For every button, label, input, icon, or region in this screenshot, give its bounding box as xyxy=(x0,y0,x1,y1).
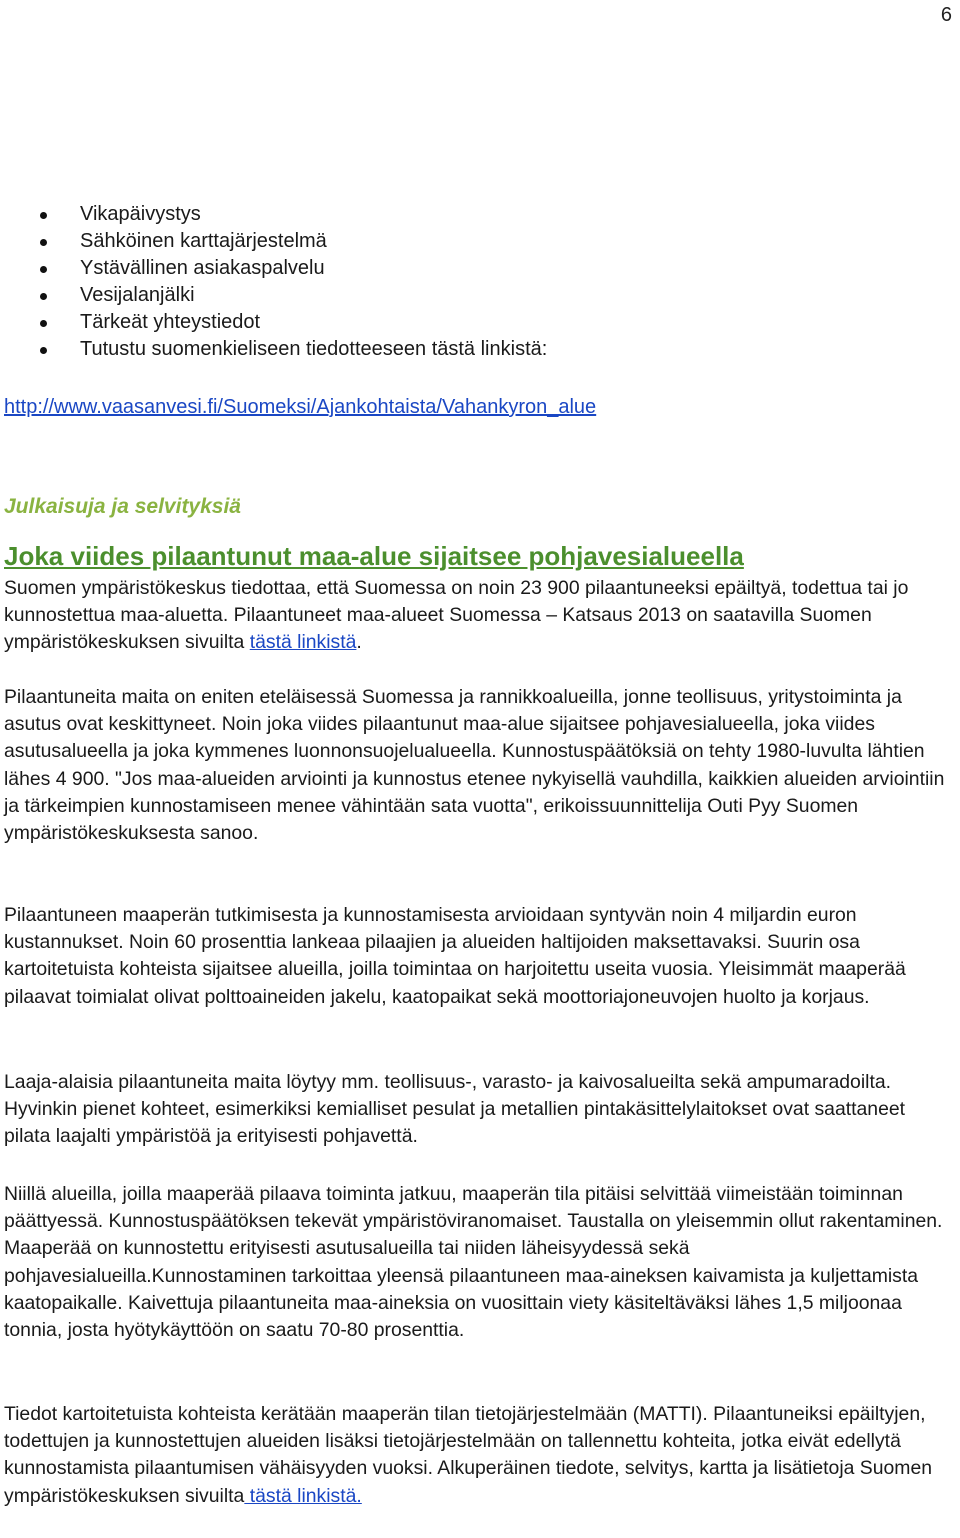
paragraph-6 xyxy=(4,1401,956,1510)
paragraph-text: Suomen ympäristökeskus tiedottaa, että Suomessa on noin 23 900 pilaantuneeksi epäiltyä, todettua tai jo kunnostettua maa-aluetta. Pilaantuneet maa-alueet Suomessa – Katsaus 2013 on saatavilla Suomen ympäristökeskuksen sivuilta xyxy=(4,577,909,654)
paragraph-text: Tiedot kartoitetuista kohteista kerätään maaperän tilan tietojärjestelmään (MATTI). Pilaantuneiksi epäiltyjen, todettujen ja kunnostettujen alueiden lisäksi tietojärjestelmään on tallennettu kohteita, jotka eivät edellytä kunnostamista pilaantumisen vähäisyyden vuoksi. Alkuperäinen tiedote, selvitys, kartta ja lisätietoja Suomen ympäristökeskuksen sivuilta xyxy=(4,1403,933,1507)
list-item: Sähköinen karttajärjestelmä xyxy=(40,228,547,255)
article-title-link[interactable]: Joka viides pilaantunut maa-alue sijaitsee pohjavesialueella xyxy=(4,541,744,571)
list-item: Tutustu suomenkieliseen tiedotteeseen tästä linkistä: xyxy=(40,336,547,363)
paragraph-5 xyxy=(4,1181,956,1344)
page-number: 6 xyxy=(940,4,952,26)
paragraph-4 xyxy=(4,1069,956,1151)
paragraph-text: Pilaantuneita maita on eniten eteläisessä Suomessa ja rannikkoalueilla, jonne teollisuus, yritystoiminta ja asutus ovat keskittyneet. Noin joka viides pilaantunut maa-alue sijaitsee pohjavesialueella, joka viides asutusalueella ja joka kymmenes luonnonsuojelualueella. Kunnostuspäätöksiä on tehty 1980-luvulta lähtien lähes 4 900. "Jos maa-alueiden arviointi ja kunnostus etenee nykyisellä vauhdilla, kaikkien alueiden arviointiin ja tärkeimpien kunnostamiseen menee vähintään sata vuotta", erikoissuunnittelija Outi Pyy Suomen ympäristökeskuksesta sanoo. xyxy=(4,686,945,845)
paragraph-text: . xyxy=(356,631,362,654)
section-label: Julkaisuja ja selvityksiä xyxy=(4,495,241,518)
paragraph-2 xyxy=(4,684,956,847)
paragraph-text: Laaja-alaisia pilaantuneita maita löytyy mm. teollisuus-, varasto- ja kaivosalueilta sekä ampumaradoilta. Hyvinkin pienet kohteet, esimerkiksi kemialliset pesulat ja metallien pintakäsittelylaitokset ovat saattaneet pilata laajalti ympäristöä ja erityisesti pohjavettä. xyxy=(4,1071,906,1148)
paragraph-3 xyxy=(4,902,956,1011)
paragraph-text: Niillä alueilla, joilla maaperää pilaava toiminta jatkuu, maaperän tila pitäisi selvittää viimeistään toiminnan päättyessä. Kunnostuspäätöksen tekevät ympäristöviranomaiset. Taustalla on yleisemmin ollut rakentaminen. Maaperää on kunnostettu erityisesti asutusalueilla tai niiden läheisyydessä sekä pohjavesialueilla.Kunnostaminen tarkoittaa yleensä pilaantuneen maa-aineksen kaivamista ja kuljettamista kaatopaikalle. Kaivettuja pilaantuneita maa-aineksia on vuosittain viety käsiteltäväksi lähes 1,5 miljoonaa tonnia, josta hyötykäyttöön on saatu 70-80 prosenttia. xyxy=(4,1183,943,1342)
list-item: Tärkeät yhteystiedot xyxy=(40,309,547,336)
bullet-list xyxy=(40,201,547,363)
list-item: Ystävällinen asiakaspalvelu xyxy=(40,255,547,282)
report-link[interactable]: tästä linkistä xyxy=(249,631,357,654)
paragraph-text: Pilaantuneen maaperän tutkimisesta ja kunnostamisesta arvioidaan syntyvän noin 4 miljardin euron kustannukset. Noin 60 prosenttia lankeaa pilaajien ja alueiden haltijoiden maksettavaksi. Suurin osa kartoitetuista kohteista sijaitsee alueilla, joilla toimintaa on harjoitettu useita vuosia. Yleisimmät maaperää pilaavat toimialat olivat polttoaineiden jakelu, kaatopaikat sekä moottoriajoneuvojen huolto ja korjaus. xyxy=(4,904,906,1008)
list-item: Vesijalanjälki xyxy=(40,282,547,309)
paragraph-1 xyxy=(4,575,956,657)
list-item: Vikapäivystys xyxy=(40,201,547,228)
press-release-link[interactable]: tästä linkistä. xyxy=(244,1484,362,1507)
vaasanvesi-url-link[interactable]: http://www.vaasanvesi.fi/Suomeksi/Ajankohtaista/Vahankyron_alue xyxy=(4,396,597,418)
